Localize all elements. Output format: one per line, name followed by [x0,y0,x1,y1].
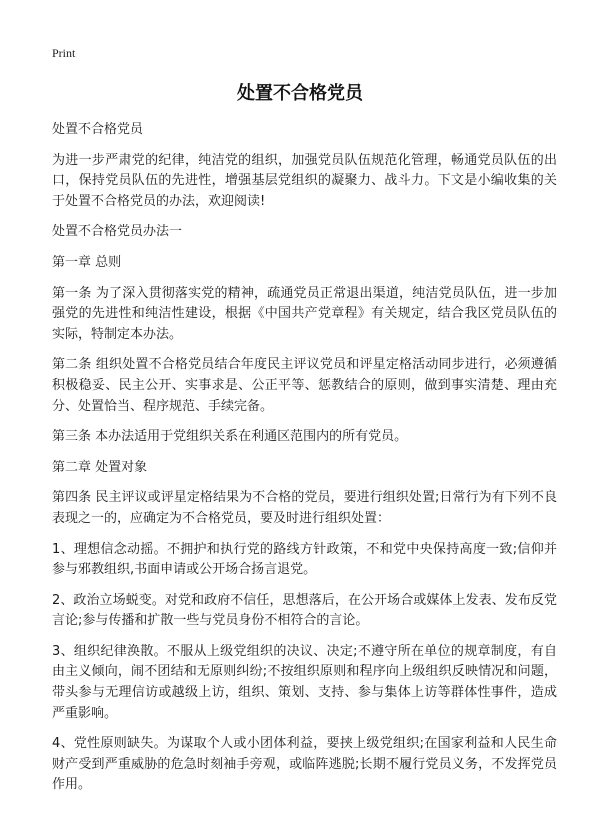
list-item-belief: 1、理想信念动摇。不拥护和执行党的路线方针政策，不和党中央保持高度一致;信仰并参与邪教组织,书面申请或公开场合扬言退党。 [52,541,557,578]
article-three: 第三条 本办法适用于党组织关系在利通区范围内的所有党员。 [52,429,408,445]
article-four: 第四条 民主评议或评星定格结果为不合格的党员，要进行组织处置;日常行为有下列不良表现之一的，应确定为不合格党员，要及时进行组织处置： [52,490,557,526]
section-heading-method-one: 处置不合格党员办法一 [52,224,183,240]
print-label: Print [52,46,76,60]
intro-paragraph: 为进一步严肃党的纪律，纯洁党的组织，加强党员队伍规范化管理，畅通党员队伍的出口，保持党员队伍的先进性，增强基层党组织的凝聚力、战斗力。下文是小编收集的关于处置不合格党员的办法，欢迎阅读! [52,152,557,209]
article-two: 第二条 组织处置不合格党员结合年度民主评议党员和评星定格活动同步进行，必须遵循积极稳妥、民主公开、实事求是、公正平等、惩教结合的原则，做到事实清楚、理由充分、处置恰当、程序规范、手续完备。 [52,357,557,414]
list-item-discipline: 3、组织纪律涣散。不服从上级党组织的决议、决定;不遵守所在单位的规章制度，有自由主义倾向，闹不团结和无原则纠纷;不按组织原则和程序向上级组织反映情况和问题，带头参与无理信访或越级上访，组织、策划、支持、参与集体上访等群体性事件，造成严重影响。 [52,643,557,721]
section-heading-intro: 处置不合格党员 [52,122,144,137]
chapter-heading-general: 第一章 总则 [52,254,122,270]
list-item-political-stance: 2、政治立场蜕变。对党和政府不信任，思想落后，在公开场合或媒体上发表、发布反党言论;参与传播和扩散一些与党员身份不相符合的言论。 [52,592,557,629]
article-one: 第一条 为了深入贯彻落实党的精神，疏通党员正常退出渠道，纯洁党员队伍，进一步加强党的先进性和纯洁性建设，根据《中国共产党章程》有关规定，结合我区党员队伍的实际，特制定本办法。 [52,285,557,342]
chapter-heading-targets: 第二章 处置对象 [52,459,148,475]
document-body [52,120,557,806]
list-item-party-principle: 4、党性原则缺失。为谋取个人或小团体利益，要挟上级党组织;在国家利益和人民生命财产受到严重威胁的危急时刻袖手旁观，或临阵逃脱;长期不履行党员义务，不发挥党员作用。 [52,736,557,793]
document-title: 处置不合格党员 [237,83,363,104]
